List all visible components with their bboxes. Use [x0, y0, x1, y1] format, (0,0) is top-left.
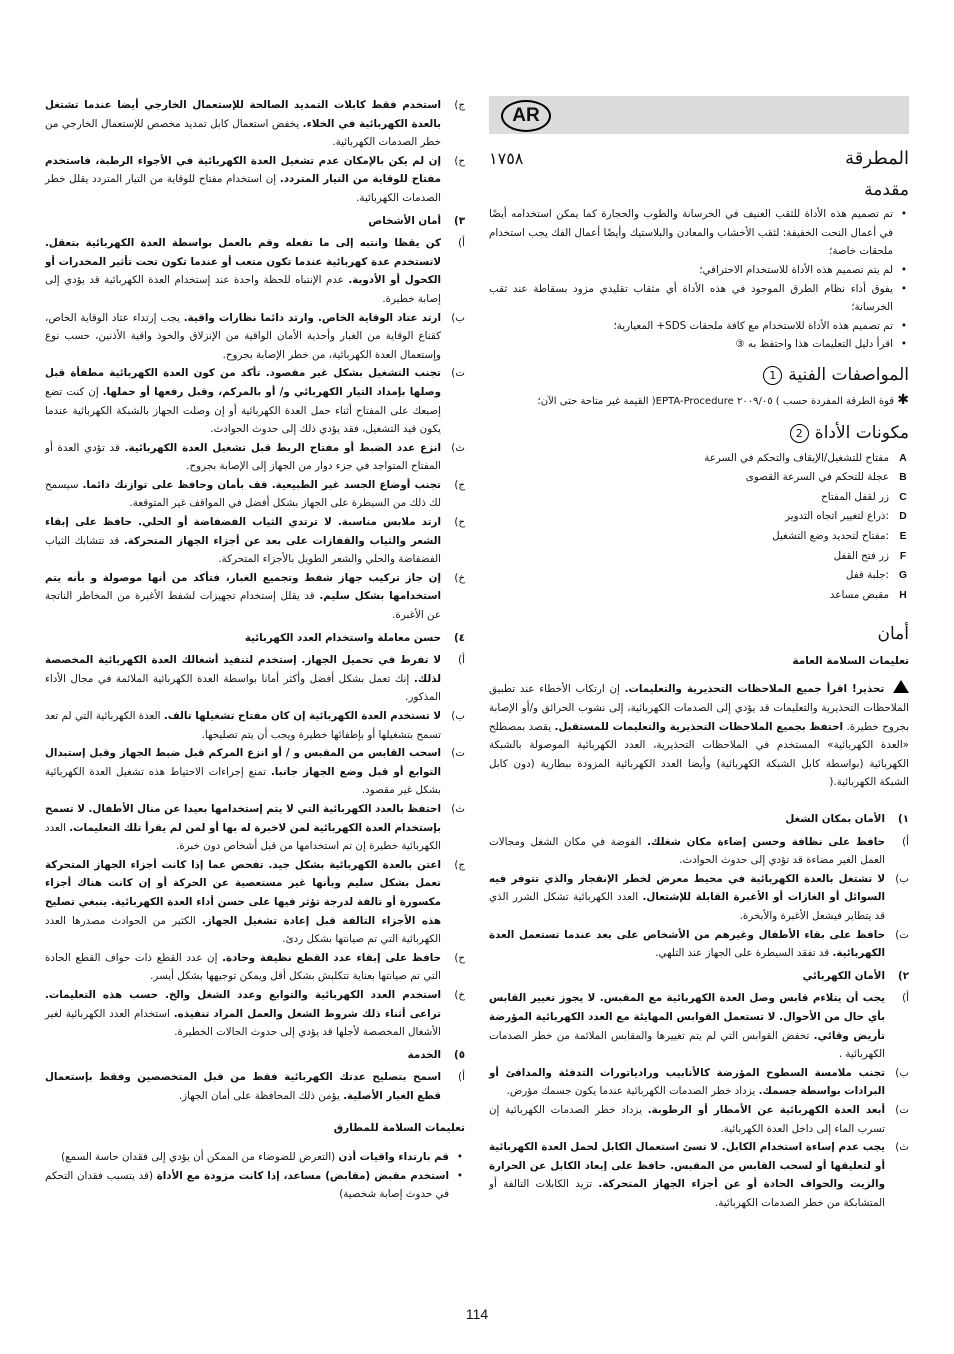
list-item: عجلة للتحكم في السرعة القصوى B [745, 471, 907, 484]
safety-item: ب) تجنب ملامسة السطوح المؤرضة كالأنابيب ورادياتورات التدفئة والمدافئ أو البرادات بواسطة جسمك. يزداد خطر الصدمات الكهربائية عندما يكون جسمك مؤرض. [489, 1066, 909, 1098]
safety-item: أ) يجب أن يتلاءم قابس وصل العدة الكهربائية مع المقبس. لا يجوز تغيير القابس بأي حال من الأحوال. لا تستعمل القوابس المهايئة مع العدد الكهربائية المؤرضة تأريض وقائي. تخفض القوابس التي لم يتم تغييرها والمقابس الملائمة من خطر الصدمات الكهربائية . [489, 992, 909, 1061]
list-item: مقبض مساعد H [829, 588, 907, 601]
star-icon: ✱ [897, 391, 909, 408]
specs-heading: المواصفات الفنية 1 [489, 366, 909, 385]
safety-item: ح) ارتد ملابس مناسبة. لا ترتدي الثياب الفضفاضة أو الحلي. حافظ على إبقاء الشعر والثياب والقفازات على بعد عن أجزاء الجهاز المتحركة. قد تتشابك الثياب الفضفاضة والحلي والشعر الطويل بالأجزاء المتحركة. [45, 516, 465, 566]
section-heading: ٥) الخدمة [407, 1048, 465, 1061]
hammer-safety-list [45, 1148, 465, 1204]
safety-item: خ) استخدم العدد الكهربائية والتوابع وعدد الشغل والخ. حسب هذه التعليمات. تراعى أثناء ذلك شروط الشغل والعمل المراد تنفيذه. استخدام العدد الكهربائية لغير الأشغال المخصصة لأجلها قد يؤدي إلى حدوث الحالات الخطيرة. [45, 988, 465, 1039]
safety-item: ت) أبعد العدة الكهربائية عن الأمطار أو الرطوبة. يزداد خطر الصدمات الكهربائية إن تسرب الماء إلى داخل العدة الكهربائية. [489, 1103, 909, 1135]
safety-item: أ) اسمح بتصليح عدتك الكهربائية فقط من قبل المتخصصين وفقط بإستعمال قطع الغيار الأصلية. يؤمن ذلك المحافظة على أمان الجهاز. [45, 1071, 465, 1102]
safety-item: ب) لا تستخدم العدة الكهربائية إن كان مفتاح تشغيلها تالف. العدة الكهربائية التي لم تعد تسمح بتشغيلها أو بإطفائها خطيرة ويجب أن يتم تصليحها. [45, 710, 465, 741]
list-item: زر فتح القفل F [833, 549, 907, 562]
model-number: ١٧٥٨ [489, 149, 524, 168]
safety-item: ت) تجنب التشغيل بشكل غير مقصود. تأكد من كون العدة الكهربائية مطفأة قبل وصلها بإمداد التيار الكهربائي و/ أو بالمركم، وقبل رفعها أو حملها. إن كنت تضع إصبعك على المفتاح أثناء حمل العدة الكهربائية أو إن وصلت الجهاز بالشبكة الكهربائية عندما يكون قيد التشغيل، فقد يؤدي ذلك إلى حدوث الحوادث. [45, 367, 465, 436]
list-item: • قم بارتداء واقيات أذن (التعرض للضوضاء من الممكن أن يؤدي إلى فقدان حاسة السمع) [45, 1148, 465, 1167]
warning-block: تحذير! اقرأ جميع الملاحظات التحذيرية والتعليمات. إن ارتكاب الأخطاء عند تطبيق الملاحظات التحذيرية والتعليمات قد يؤدي إلى الصدمات الكهربائية، إلى نشوب الحرائق و/أو الإصابة بجروح خطيرة. احتفظ بجميع الملاحظات التحذيرية والتعليمات للمستقبل. يقصد بمصطلح «العدة الكهربائية» المستخدم في الملاحظات التحذيرية، العدد الكهربائية الموصولة بالشبكة الكهربائية (بواسطة كابل الشبكة الكهربائية) وأيضا العدد الكهربائية المزودة ببطارية (دون كابل الشبكة الكهربائية.( [489, 680, 909, 792]
section-heading: ١) الأمان بمكان الشغل [785, 813, 909, 826]
safety-item: ث) يجب عدم إساءة استخدام الكابل. لا تسئ استعمال الكابل لحمل العدة الكهربائية أو لتعليقها أو لسحب القابس من المقبس. حافظ على إبعاد الكابل عن الحرارة والزيت والحواف الحادة أو عن أجزاء الجهاز المتحركة. تزيد الكابلات التالفة أو المتشابكة من خطر الصدمات الكهربائية. [489, 1141, 909, 1209]
list-item: مفتاح للتشغيل/الإيقاف والتحكم في السرعة A [704, 451, 907, 464]
components-list [489, 449, 909, 606]
list-item: • تم تصميم هذه الأداة للثقب العنيف في الخرسانة والطوب والحجارة كما يمكن استخدامه أيضًا في أعمال النحت الخفيفة: لثقب الأخشاب والمعادن والبلاستيك وأيضًا أعمال الفك يجب استخدام ملحقات خاصة؛ [489, 205, 909, 261]
section-heading: ٤) حسن معاملة واستخدام العدد الكهربائية [244, 631, 465, 644]
list-item: ذراع لتغيير اتجاه التدوير: D [785, 510, 907, 523]
warning-icon [893, 680, 909, 693]
safety-item: ث) احتفظ بالعدد الكهربائية التي لا يتم إستخدامها بعيدا عن منال الأطفال. لا تسمح بإستخدام العدة الكهربائية لمن لاخبرة له بها أو لمن لم يقرأ تلك التعليمات. العدد الكهربائية خطيرة إن تم استخدامها من قبل أشخاص دون خبرة. [45, 802, 465, 853]
safety-item: أ) كن يقظا وانتبه إلى ما تفعله وقم بالعمل بواسطة العدة الكهربائية بتعقل. لاتستخدم عدة كهربائية عندما تكون متعب أو عندما تكون تحت تأثير المخدرات أو الكحول أو الأدوية. عدم الإنتباه للحظة واحدة عند إستخدام العدة الكهربائية قد يؤدي إلى إصابة خطيرة. [45, 237, 465, 305]
safety-item: ت) حافظ على بقاء الأطفال وغيرهم من الأشخاص على بعد عندما تستعمل العدة الكهربائية. قد تفقد السيطرة على الجهاز عند التلهي. [489, 928, 909, 960]
safety-item: أ) حافظ على نظافة وحسن إضاءة مكان شغلك. الفوضة في مكان الشغل ومجالات العمل الغير مضاءة قد تؤدي إلى حدوث الحوادث. [489, 835, 909, 867]
safety-item: ج) تجنب أوضاع الجسد غير الطبيعية. قف بأمان وحافظ على توازنك دائما. سيسمح لك ذلك من السيطرة على الجهاز بشكل أفضل في المواقف غير المتوقعة. [45, 478, 465, 510]
safety-item: ث) انزع عدد الضبط أو مفتاح الربط قبل تشغيل العدة الكهربائية. قد تؤدي العدة أو المفتاح المتواجد في جزء دوار من الجهاز إلى الإصابة بجروح. [45, 441, 465, 473]
list-item: مفتاح لتحديد وضع التشغيل: E [772, 529, 907, 542]
safety-item: أ) لا تفرط في تحميل الجهاز. إستخدم لتنفيذ أشغالك العدة الكهربائية المخصصة لذلك. إنك تعمل بشكل أفضل وأكثر أمانا بواسطة العدة الكهربائية الملائمة في مجال الأداء المذكور. [45, 654, 465, 704]
intro-heading: مقدمة [864, 179, 909, 200]
left-column [45, 96, 465, 1204]
safety-item: خ) إن جاز تركيب جهاز شفط وتجميع الغبار، فتأكد من أنها موصولة و بأنه يتم استخدامها بشكل سليم. قد يقلل إستخدام تجهيزات لشفط الأغبرة من المخاطر الناتجة عن الأغبرة. [45, 571, 465, 622]
list-item: • استخدم مقبض (مقابض) مساعد، إذا كانت مزودة مع الأداة (قد يتسبب فقدان التحكم في حدوث إصابة شخصية) [45, 1167, 465, 1204]
list-item: • لم يتم تصميم هذه الأداة للاستخدام الاحترافي؛ [489, 261, 909, 280]
right-column [489, 96, 909, 1213]
language-banner [489, 96, 909, 134]
figure-ref-badge: 2 [790, 424, 809, 443]
list-item: جلبة قفل: G [845, 569, 907, 582]
safety-item: ب) لا تشتغل بالعدة الكهربائية في محيط معرض لخطر الإنفجار والذي تتوفر فيه السوائل أو الغازات أو الأغبرة القابلة للإشتعال. العدد الكهربائية تشكل الشرر الذي قد يتطاير فيشعل الأغبرة والأبخرة. [489, 872, 909, 922]
list-item: • اقرأ دليل التعليمات هذا واحتفظ به ③ [489, 335, 909, 354]
general-safety-title: تعليمات السلامة العامة [792, 654, 909, 667]
list-item: • يفوق أداء نظام الطرق الموجود في هذه الأداة أي مثقاب تقليدي مزود بسقاطة عند ثقب الخرسانة؛ [489, 280, 909, 317]
page-title: المطرقة [845, 148, 909, 169]
list-item: زر لقفل المفتاح C [821, 490, 907, 503]
intro-list [489, 205, 909, 354]
section-heading: ٢) الأمان الكهربائي [802, 969, 909, 982]
safety-item: ب) ارتد عتاد الوقاية الخاص. وارتد دائما نظارات واقية. يجب إرتداء عتاد الوقاية الخاص، كقناع الوقاية من الغبار وأحذية الأمان الواقية من الإنزلاق والخوذ واقية الأذنين، حسب نوع وإستعمال العدة الكهربائية، من خطر الإصابة بجروح. [45, 311, 465, 361]
language-badge: AR [501, 100, 551, 132]
safety-item: ح) إن لم يكن بالإمكان عدم تشغيل العدة الكهربائية في الأجواء الرطبة، فاستخدم مفتاح للوقاية من التيار المتردد. إن استخدام مفتاح للوقاية من التيار المتردد يقلل خطر الصدمات الكهربائية. [45, 154, 465, 204]
safety-item: ج) استخدم فقط كابلات التمديد الصالحة للإستعمال الخارجي أيضا عندما تشتغل بالعدة الكهربائية في الخلاء. يخفض استعمال كابل تمديد مخصص للإستعمال الخارجي من خطر الصدمات الكهربائية. [45, 99, 465, 149]
list-item: • تم تصميم هذه الأداة للاستخدام مع كافة ملحقات SDS+ المعيارية؛ [489, 317, 909, 336]
hammer-safety-title: تعليمات السلامة للمطارق [333, 1122, 465, 1135]
specs-note: ✱ قوة الطرقة المفردة حسب ) ٢٠٠٩/٠٥ EPTA-Procedure( القيمة غير متاحة حتى الآن؛ [537, 391, 909, 408]
safety-heading: أمان [877, 624, 909, 645]
safety-item: ج) اعتن بالعدة الكهربائية بشكل جيد. تفحص عما إذا كانت أجزاء الجهاز المتحركة تعمل بشكل سليم وبأنها غير مستعصية عن الحركة أو إن كانت هناك أجزاء مكسورة أو تالفة لدرجة تؤثر فيها على حسن أداء العدة الكهربائية. ينبغي تصليح هذه الأجزاء التالفة قبل إعادة تشغيل الجهاز. الكثير من الحوادث مصدرها العدد الكهربائية التي تم صيانتها بشكل ردئ. [45, 858, 465, 946]
safety-item: ح) حافظ على إبقاء عدد القطع نظيفة وحادة. إن عدد القطع ذات حواف القطع الحادة التي تم صيانتها بعناية تتكلبش بشكل أقل ويمكن توجيهها بشكل أيسر. [45, 951, 465, 983]
components-heading: مكونات الأداة 2 [489, 424, 909, 443]
figure-ref-badge: 1 [763, 366, 782, 385]
section-heading: ٣) أمان الأشخاص [368, 214, 465, 227]
title-row [489, 150, 909, 169]
page-number: 114 [465, 1306, 489, 1322]
safety-item: ت) اسحب القابس من المقبس و / أو انزع المركم قبل ضبط الجهاز وقبل إستبدال التوابع أو قبل وضع الجهاز جانبا. تمنع إجراءات الاحتياط هذه تشغيل العدة الكهربائية بشكل غير مقصود. [45, 747, 465, 797]
